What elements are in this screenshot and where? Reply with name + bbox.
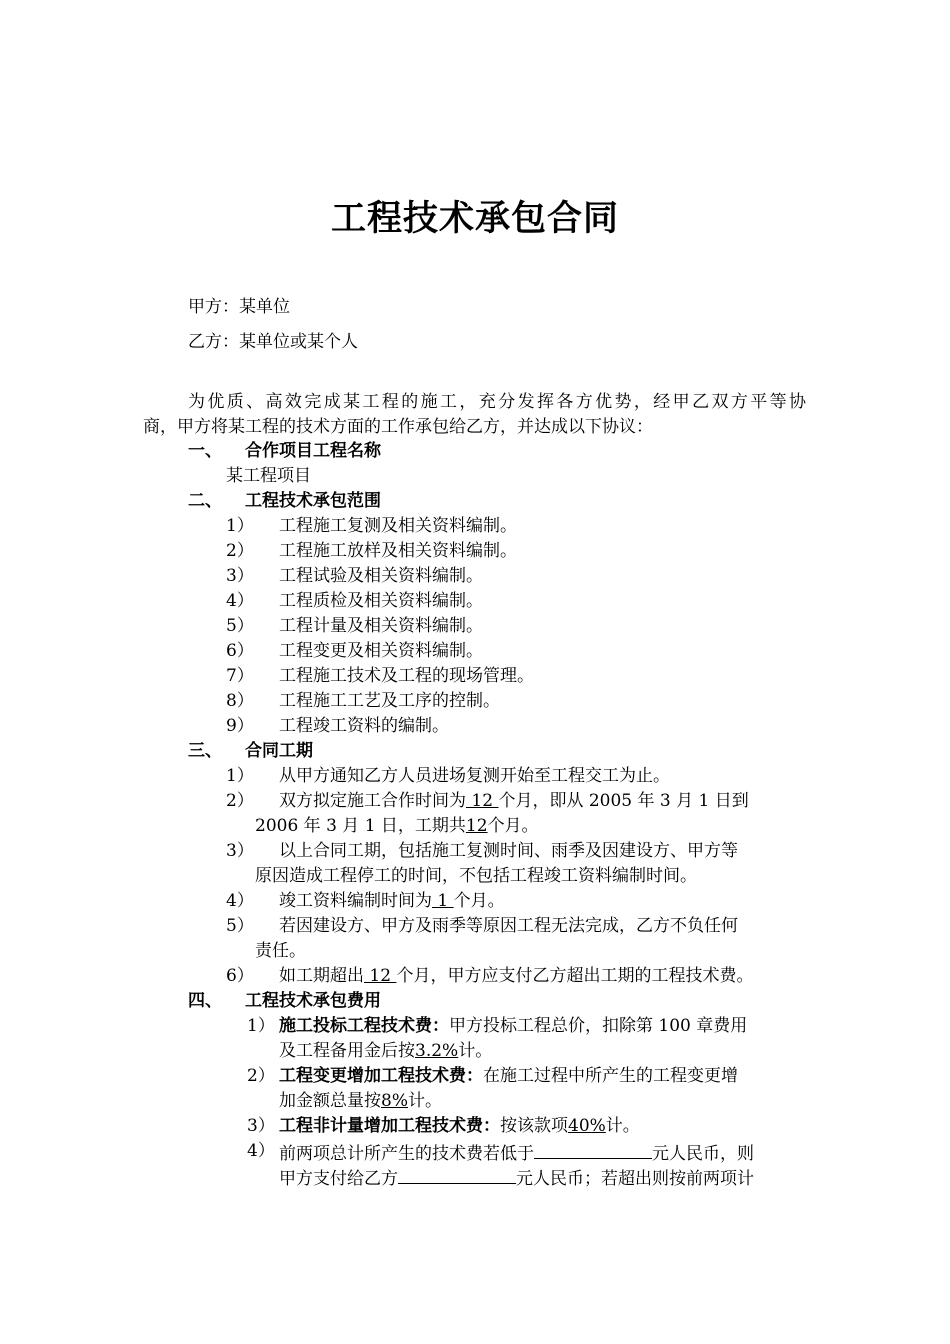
list-item-text: 责任。 <box>255 941 306 961</box>
list-item-text: 从甲方通知乙方人员进场复测开始至工程交工为止。 <box>279 766 670 786</box>
amount-blank <box>398 1168 516 1184</box>
list-item-number: 9） <box>226 716 254 736</box>
list-item-text: 甲方支付给乙方 元人民币；若超出则按前两项计 <box>279 1169 754 1189</box>
list-item-text: 工程非计量增加工程技术费：按该款项40%计。 <box>279 1116 640 1136</box>
section-3-number: 三、 <box>188 741 222 761</box>
list-item-text: 工程施工技术及工程的现场管理。 <box>279 666 534 686</box>
section-2-title: 工程技术承包范围 <box>245 491 381 511</box>
list-item-number: 4） <box>247 1141 275 1161</box>
list-item-text: 工程计量及相关资料编制。 <box>279 616 483 636</box>
list-item-number: 6） <box>226 641 254 661</box>
list-item-text: 竣工资料编制时间为 1 个月。 <box>279 891 505 911</box>
party-a: 甲方：某单位 <box>188 297 290 317</box>
list-item-text: 工程施工放样及相关资料编制。 <box>279 541 517 561</box>
list-item-text: 原因造成工程停工的时间，不包括工程竣工资料编制时间。 <box>255 866 697 886</box>
intro-line-2: 商，甲方将某工程的技术方面的工作承包给乙方，并达成以下协议： <box>143 417 653 437</box>
list-item-number: 4） <box>226 591 254 611</box>
list-item-number: 2） <box>247 1066 275 1086</box>
list-item-number: 1） <box>226 766 254 786</box>
non-metered-rate-value: 40% <box>568 1116 606 1136</box>
docs-months-value: 1 <box>432 891 454 911</box>
change-rate-value: 8% <box>381 1091 408 1111</box>
list-item-number: 8） <box>226 691 254 711</box>
list-item-text: 工程变更及相关资料编制。 <box>279 641 483 661</box>
section-1-number: 一、 <box>188 441 222 461</box>
overtime-months-value: 12 <box>364 966 397 986</box>
list-item-text: 前两项总计所产生的技术费若低于 元人民币，则 <box>279 1144 754 1164</box>
list-item-text: 若因建设方、甲方及雨季等原因工程无法完成，乙方不负任何 <box>279 916 738 936</box>
list-item-number: 1） <box>226 516 254 536</box>
section-2-number: 二、 <box>188 491 222 511</box>
page-title: 工程技术承包合同 <box>330 199 619 239</box>
list-item-text: 工程变更增加工程技术费：在施工过程中所产生的工程变更增 <box>279 1066 738 1086</box>
list-item-text: 工程质检及相关资料编制。 <box>279 591 483 611</box>
list-item-text: 及工程备用金后按3.2%计。 <box>279 1041 493 1061</box>
list-item-text: 以上合同工期，包括施工复测时间、雨季及因建设方、甲方等 <box>279 841 738 861</box>
list-item-number: 3） <box>247 1116 275 1136</box>
party-b: 乙方：某单位或某个人 <box>188 332 358 352</box>
list-item-number: 1） <box>247 1016 275 1036</box>
list-item-text: 如工期超出 12 个月，甲方应支付乙方超出工期的工程技术费。 <box>279 966 754 986</box>
list-item-text: 工程竣工资料的编制。 <box>279 716 449 736</box>
amount-blank <box>534 1143 652 1159</box>
list-item-number: 3） <box>226 841 254 861</box>
list-item-text: 施工投标工程技术费：甲方投标工程总价，扣除第 100 章费用 <box>279 1016 748 1036</box>
list-item-text: 工程施工工艺及工序的控制。 <box>279 691 500 711</box>
list-item-number: 5） <box>226 916 254 936</box>
list-item-number: 2） <box>226 541 254 561</box>
bid-rate-value: 3.2% <box>415 1041 459 1061</box>
list-item-number: 2） <box>226 791 254 811</box>
section-1-title: 合作项目工程名称 <box>245 441 381 461</box>
list-item-text: 加金额总量按8%计。 <box>279 1091 442 1111</box>
section-4-number: 四、 <box>188 991 222 1011</box>
section-1-content: 某工程项目 <box>226 466 311 486</box>
total-months-value: 12 <box>465 816 488 836</box>
list-item-number: 6） <box>226 966 254 986</box>
list-item-text: 工程施工复测及相关资料编制。 <box>279 516 517 536</box>
section-3-title: 合同工期 <box>245 741 313 761</box>
list-item-number: 5） <box>226 616 254 636</box>
list-item-text: 2006 年 3 月 1 日，工期共12个月。 <box>255 816 539 836</box>
list-item-number: 7） <box>226 666 254 686</box>
section-4-title: 工程技术承包费用 <box>245 991 381 1011</box>
work-months-value: 12 <box>466 791 499 811</box>
list-item-number: 3） <box>226 566 254 586</box>
list-item-text: 工程试验及相关资料编制。 <box>279 566 483 586</box>
intro-line-1: 为优质、高效完成某工程的施工，充分发挥各方优势，经甲乙双方平等协 <box>188 392 806 412</box>
list-item-text: 双方拟定施工合作时间为 12 个月，即从 2005 年 3 月 1 日到 <box>279 791 749 811</box>
list-item-number: 4） <box>226 891 254 911</box>
